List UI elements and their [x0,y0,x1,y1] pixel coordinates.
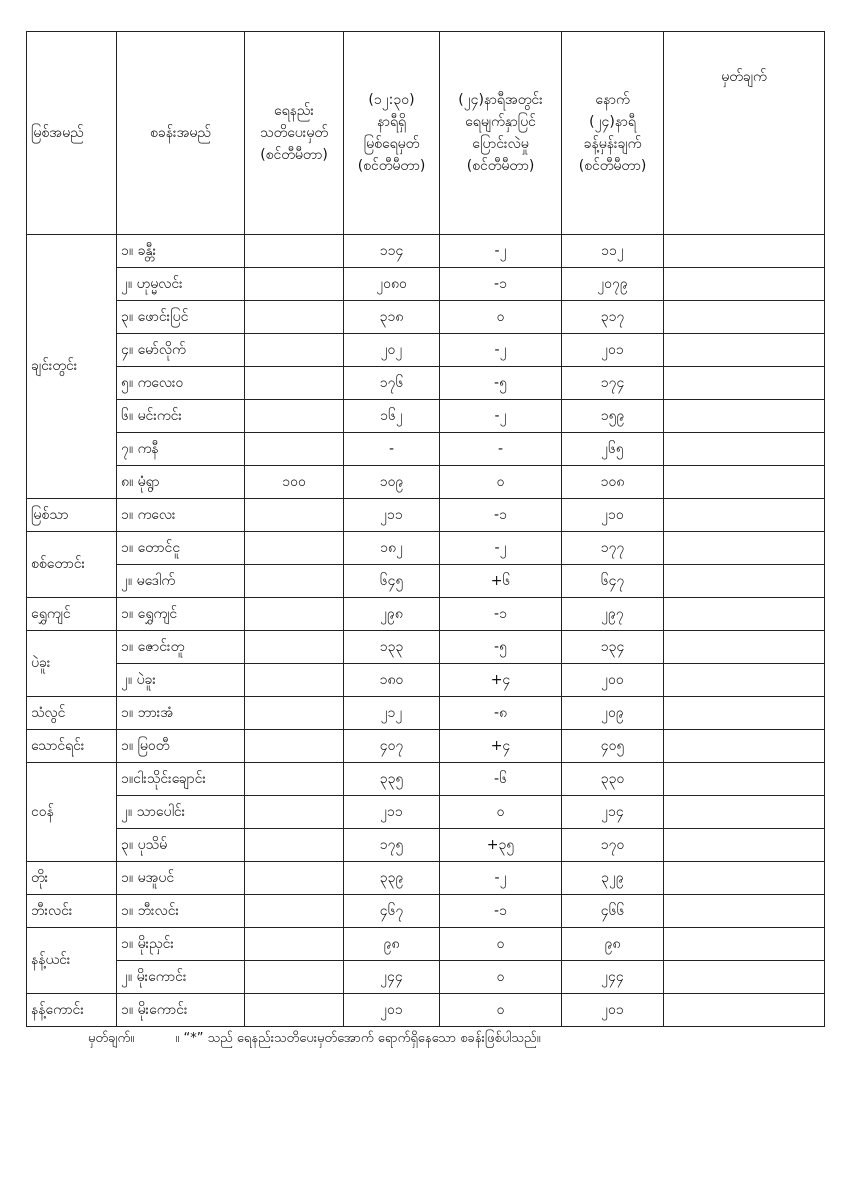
change-24h-cell: -၂ [440,400,562,433]
table-row [27,433,825,466]
table-row [27,796,825,829]
remark-cell [664,928,825,961]
forecast-cell: ၁၁၂ [562,235,664,268]
forecast-cell: ၁၅၉ [562,400,664,433]
remark-cell [664,334,825,367]
forecast-cell: ၃၂၉ [562,862,664,895]
table-row [27,730,825,763]
header-station: စခန်းအမည် [117,32,245,235]
current-level-cell: ၁၁၄ [344,235,440,268]
remark-cell [664,664,825,697]
table-row [27,499,825,532]
warning-level-cell [245,268,344,301]
station-name-cell: ၅။ ကလေးဝ [117,367,245,400]
current-level-cell: ၂၀၁ [344,994,440,1027]
table-row [27,532,825,565]
river-name-cell: နန့်ယင်း [27,928,117,994]
change-24h-cell: -၆ [440,763,562,796]
river-name-cell: သံလွင် [27,697,117,730]
current-level-cell: ၆၄၅ [344,565,440,598]
change-24h-cell: +၄ [440,730,562,763]
table-row [27,928,825,961]
change-24h-cell: ၀ [440,928,562,961]
remark-cell [664,697,825,730]
forecast-cell: ၂၀၁ [562,994,664,1027]
header-warning-level: ရေနည်း သတိပေးမှတ် (စင်တီမီတာ) [245,32,344,235]
change-24h-cell: -၅ [440,367,562,400]
remark-cell [664,499,825,532]
change-24h-cell: ၀ [440,466,562,499]
station-name-cell: ၂။ မိုးကောင်း [117,961,245,994]
change-24h-cell: -၅ [440,631,562,664]
warning-level-cell: ၁၀၀ [245,466,344,499]
remark-cell [664,301,825,334]
forecast-cell: ၂၁၄ [562,796,664,829]
warning-level-cell [245,862,344,895]
table-row [27,895,825,928]
warning-level-cell [245,994,344,1027]
warning-level-cell [245,928,344,961]
current-level-cell: ၁၈၀ [344,664,440,697]
warning-level-cell [245,697,344,730]
table-row [27,598,825,631]
current-level-cell: ၁၇၆ [344,367,440,400]
table-row [27,697,825,730]
forecast-cell: ၂၀၁ [562,334,664,367]
current-level-cell: ၁၈၂ [344,532,440,565]
warning-level-cell [245,961,344,994]
header-river: မြစ်အမည် [27,32,117,235]
remark-cell [664,829,825,862]
warning-level-cell [245,895,344,928]
forecast-cell: ၁၇၇ [562,532,664,565]
table-row [27,301,825,334]
remark-cell [664,433,825,466]
remark-cell [664,466,825,499]
station-name-cell: ၁။ ကလေး [117,499,245,532]
warning-level-cell [245,598,344,631]
footnote: မှတ်ချက်။ ။ “*” သည် ရေနည်းသတိပေးမှတ်အောက် ရောက်ရှိနေသော စခန်းဖြစ်ပါသည်။ [88,1031,541,1046]
river-level-table [26,31,825,1027]
remark-cell [664,730,825,763]
station-name-cell: ၁။ မိုးကောင်း [117,994,245,1027]
forecast-cell: ၂၆၅ [562,433,664,466]
station-name-cell: ၁။ ဘားအံ [117,697,245,730]
station-name-cell: ၆။ မင်းကင်း [117,400,245,433]
current-level-cell: ၁၆၂ [344,400,440,433]
remark-cell [664,895,825,928]
river-name-cell: ပဲခူး [27,631,117,697]
forecast-cell: ၂၉၇ [562,598,664,631]
current-level-cell: ၂၉၈ [344,598,440,631]
remark-cell [664,268,825,301]
remark-cell [664,598,825,631]
table-row [27,334,825,367]
station-name-cell: ၁။ငါးသိုင်းချောင်း [117,763,245,796]
header-current-level: (၁၂:၃၀) နာရီရှိ မြစ်ရေမှတ် (စင်တီမီတာ) [344,32,440,235]
station-name-cell: ၂။ မဒေါက် [117,565,245,598]
warning-level-cell [245,499,344,532]
station-name-cell: ၈။ မုံရွာ [117,466,245,499]
warning-level-cell [245,367,344,400]
station-name-cell: ၁။ တောင်ငူ [117,532,245,565]
current-level-cell: ၁၃၃ [344,631,440,664]
table-body [27,235,825,1027]
warning-level-cell [245,532,344,565]
change-24h-cell: +၄ [440,664,562,697]
table-row [27,466,825,499]
current-level-cell: ၂၁၁ [344,499,440,532]
change-24h-cell: -၁ [440,895,562,928]
warning-level-cell [245,664,344,697]
forecast-cell: ၂၁၀ [562,499,664,532]
remark-cell [664,532,825,565]
header-remark: မှတ်ချက် [664,32,825,235]
river-name-cell: သောင်ရင်း [27,730,117,763]
warning-level-cell [245,565,344,598]
river-name-cell: ဘီးလင်း [27,895,117,928]
forecast-cell: ၂၀၀ [562,664,664,697]
change-24h-cell: -၂ [440,862,562,895]
forecast-cell: ၆၄၇ [562,565,664,598]
warning-level-cell [245,433,344,466]
station-name-cell: ၂။ သာပေါင်း [117,796,245,829]
river-name-cell: ငဝန် [27,763,117,862]
station-name-cell: ၁။ မအူပင် [117,862,245,895]
table-row [27,367,825,400]
current-level-cell: ၂၀၈၀ [344,268,440,301]
station-name-cell: ၃။ ပုသိမ် [117,829,245,862]
forecast-cell: ၂၄၄ [562,961,664,994]
station-name-cell: ၄။ မော်လိုက် [117,334,245,367]
remark-cell [664,565,825,598]
remark-cell [664,961,825,994]
station-name-cell: ၁။ ရွှေကျင် [117,598,245,631]
change-24h-cell: -၂ [440,334,562,367]
warning-level-cell [245,730,344,763]
remark-cell [664,796,825,829]
warning-level-cell [245,334,344,367]
station-name-cell: ၂။ ပဲခူး [117,664,245,697]
warning-level-cell [245,301,344,334]
table-row [27,961,825,994]
change-24h-cell: -၁ [440,499,562,532]
forecast-cell: ၁၃၄ [562,631,664,664]
river-name-cell: နန့်ကောင်း [27,994,117,1027]
station-name-cell: ၁။ ဘီးလင်း [117,895,245,928]
change-24h-cell: ၀ [440,301,562,334]
forecast-cell: ၄၀၅ [562,730,664,763]
remark-cell [664,631,825,664]
warning-level-cell [245,235,344,268]
current-level-cell: ၄၆၇ [344,895,440,928]
station-name-cell: ၃။ ဖောင်းပြင် [117,301,245,334]
remark-cell [664,367,825,400]
remark-cell [664,400,825,433]
current-level-cell: ၂၁၂ [344,697,440,730]
warning-level-cell [245,400,344,433]
river-name-cell: ချင်းတွင်း [27,235,117,499]
station-name-cell: ၇။ ကနီ [117,433,245,466]
change-24h-cell: ၀ [440,994,562,1027]
table-row [27,400,825,433]
table-row [27,664,825,697]
header-24h-change: (၂၄)နာရီအတွင်း ရေမျက်နှာပြင် ပြောင်းလဲမှု (စင်တီမီတာ) [440,32,562,235]
forecast-cell: ၁၇၄ [562,367,664,400]
table-row [27,565,825,598]
change-24h-cell: -၁ [440,268,562,301]
remark-cell [664,994,825,1027]
remark-cell [664,862,825,895]
river-name-cell: စစ်တောင်း [27,532,117,598]
current-level-cell: ၃၁၈ [344,301,440,334]
current-level-cell: ၂၀၂ [344,334,440,367]
forecast-cell: ၁၀၈ [562,466,664,499]
warning-level-cell [245,829,344,862]
table-row [27,829,825,862]
warning-level-cell [245,631,344,664]
change-24h-cell: -၂ [440,235,562,268]
station-name-cell: ၁။ ခန္တီး [117,235,245,268]
forecast-cell: ၁၇၀ [562,829,664,862]
remark-cell [664,763,825,796]
forecast-cell: ၃၃၀ [562,763,664,796]
change-24h-cell: -၈ [440,697,562,730]
station-name-cell: ၁။ ဇောင်းတူ [117,631,245,664]
table-row [27,268,825,301]
change-24h-cell: +၆ [440,565,562,598]
forecast-cell: ၂၀၉ [562,697,664,730]
current-level-cell: ၉၈ [344,928,440,961]
change-24h-cell: +၃၅ [440,829,562,862]
current-level-cell: ၂၁၁ [344,796,440,829]
warning-level-cell [245,796,344,829]
current-level-cell: ၂၄၄ [344,961,440,994]
station-name-cell: ၁။ မြဝတီ [117,730,245,763]
forecast-cell: ၂၀၇၉ [562,268,664,301]
change-24h-cell: ၀ [440,961,562,994]
change-24h-cell: -၁ [440,598,562,631]
table-header-row [27,32,825,235]
current-level-cell: ၄၀၇ [344,730,440,763]
change-24h-cell: ၀ [440,796,562,829]
river-name-cell: ရွှေကျင် [27,598,117,631]
current-level-cell: ၃၃၉ [344,862,440,895]
table-row [27,862,825,895]
forecast-cell: ၄၆၆ [562,895,664,928]
table-row [27,763,825,796]
river-name-cell: တိုး [27,862,117,895]
station-name-cell: ၁။ မိုးညှင်း [117,928,245,961]
header-forecast: နောက် (၂၄)နာရီ ခန့်မှန်းချက် (စင်တီမီတာ) [562,32,664,235]
river-name-cell: မြစ်သာ [27,499,117,532]
change-24h-cell: -၂ [440,532,562,565]
current-level-cell: - [344,433,440,466]
table-row [27,994,825,1027]
current-level-cell: ၁၀၉ [344,466,440,499]
current-level-cell: ၃၃၅ [344,763,440,796]
station-name-cell: ၂။ ဟုမ္မလင်း [117,268,245,301]
remark-cell [664,235,825,268]
table-row [27,631,825,664]
current-level-cell: ၁၇၅ [344,829,440,862]
warning-level-cell [245,763,344,796]
forecast-cell: ၉၈ [562,928,664,961]
table-row [27,235,825,268]
change-24h-cell: - [440,433,562,466]
forecast-cell: ၃၁၇ [562,301,664,334]
